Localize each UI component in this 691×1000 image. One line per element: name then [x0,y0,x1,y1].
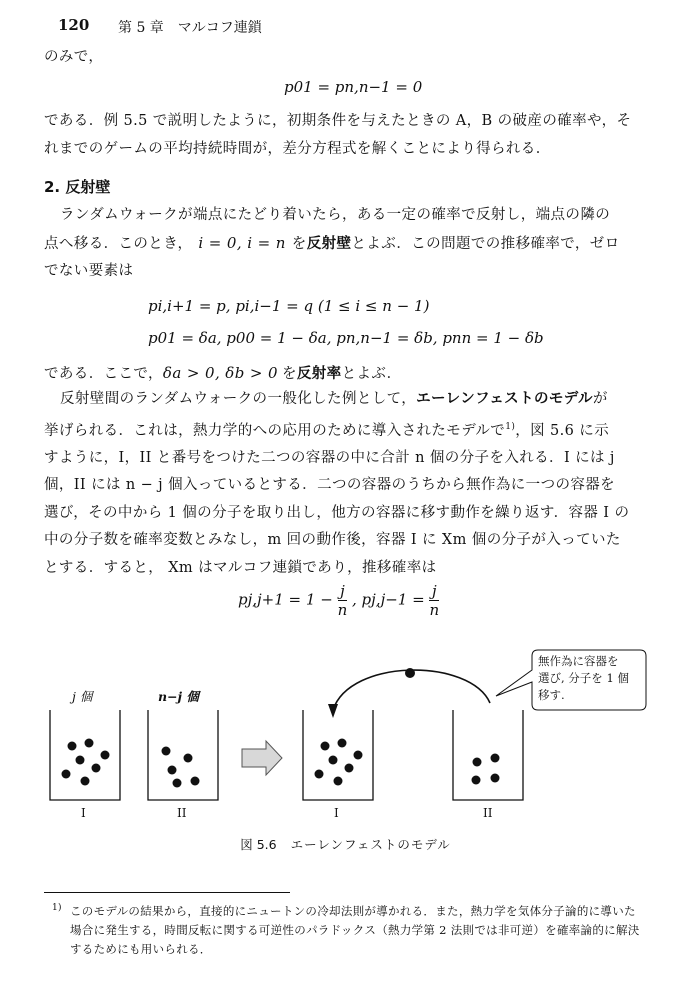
text-span: を [291,235,307,252]
text-span: 反射壁間のランダムウォークの一般化した例として， [60,391,417,407]
paragraph-1-line: である．例 5.5 で説明したように，初期条件を与えたときの A，B の破産の確率や，そ [44,113,632,129]
paragraph-2-line [44,230,664,259]
label-container-II-left: II [177,806,187,820]
molecule [321,742,330,751]
text-span: とよぶ． [341,366,402,382]
moving-molecule [405,668,415,678]
caption-text: エーレンフェストのモデル [290,837,451,852]
molecule [491,754,500,763]
paragraph-4-line [44,414,668,445]
footnote-rule [44,892,290,893]
arrowhead-icon [328,704,338,718]
math-span: δa > 0, δb > 0 [162,364,278,382]
text-span: 点へ移る．このとき， [44,235,193,252]
label-j-count: j 個 [72,689,93,704]
equation-1-text: p01 = pn,n−1 = 0 [284,78,423,96]
caption-number: 図 5.6 [240,837,277,852]
figure-caption [0,835,691,853]
label-container-I-left: I [81,806,86,820]
fraction-numerator: j [429,582,439,601]
label-container-I-right: I [334,806,339,820]
term-reflection-rate: 反射率 [296,366,342,382]
molecule [162,747,171,756]
molecule [191,777,200,786]
callout-line: 無作為に容器を [538,654,619,668]
term-ehrenfest-model: エーレンフェストのモデル [416,391,593,407]
fraction-numerator: j [338,582,348,601]
molecule [473,758,482,767]
molecule [315,770,324,779]
molecule [184,754,193,763]
intro-line: のみで， [44,49,104,65]
molecule [329,756,338,765]
molecules-right-I [315,739,363,786]
paragraph-2-line: ランダムウォークが端点にたどり着いたら，ある一定の確率で反射し，端点の隣の [60,207,611,223]
molecule [491,774,500,783]
paragraph-4-line: 個，II には n − j 個入っているとする．二つの容器のうちから無作為に一つの容器を [44,477,616,494]
container-left-II [148,710,218,800]
equation-3 [238,582,439,619]
equation-3-mid: , pj,j−1 = [352,590,425,609]
footnote-line [52,902,672,921]
equation-2-line: p01 = δa, p00 = 1 − δa, pn,n−1 = δb, pnn = 1 − δb [148,329,544,347]
paragraph-2 [44,202,664,286]
section-heading: 2. 反射壁 [44,178,111,196]
paragraph-2-line: でない要素は [44,263,134,279]
paragraph-4 [44,386,668,582]
text-span: 挙げられる．これは，熱力学的への応用のために導入されたモデルで [44,422,506,439]
paragraph-1-line: れまでのゲームの平均持続時間が，差分方程式を解くことにより得られる． [44,140,551,157]
page-number: 120 [58,16,90,34]
molecule [345,764,354,773]
molecules-left-II [162,747,200,788]
fraction [338,582,348,619]
text-span: が [592,391,608,407]
figure-5-6 [0,640,691,850]
text-span: ，図 5.6 に示 [515,422,610,439]
math-span: i = 0, i = n [198,233,286,252]
equation-1 [284,78,422,96]
molecule [92,764,101,773]
paragraph-4-line: 選び，その中から 1 個の分子を取り出し，他方の容器に移す動作を繰り返す．容器 I の [44,504,630,521]
fraction [429,582,439,619]
paragraph-1 [44,108,656,163]
footnote-text: このモデルの結果から，直接的にニュートンの冷却法則が導かれる．また，熱力学を気体分子論的に導いた [70,904,636,918]
paragraph-4-line: すように，I，II と番号をつけた二つの容器の中に合計 n 個の分子を入れる．I には j [44,449,615,466]
molecule [338,739,347,748]
molecule [334,777,343,786]
container-right-II [453,710,523,800]
equation-3-left: pj,j+1 = 1 − [238,590,333,609]
molecule [62,770,71,779]
paragraph-3 [44,360,664,389]
callout-line: 選び, 分子を 1 個 [538,671,629,685]
molecules-left-I [62,739,110,786]
molecule [68,742,77,751]
fraction-denominator: n [429,601,440,619]
text-span: を [281,366,297,382]
molecule [472,776,481,785]
running-header: 第 5 章 マルコフ連鎖 [118,20,262,36]
callout-line: 移す. [538,688,565,702]
footnote-marker: 1) [52,903,62,913]
footnote [52,902,672,959]
footnote-line: するためにも用いられる． [70,942,212,956]
transition-arrow-icon [242,741,282,775]
term-reflecting-wall: 反射壁 [306,235,352,252]
molecule [76,756,85,765]
label-n-minus-j-count: n−j 個 [158,689,199,704]
molecule [168,766,177,775]
text-span: である．ここで， [44,366,163,382]
footnote-ref: 1) [505,421,516,432]
molecule [85,739,94,748]
paragraph-4-line [44,386,668,414]
label-container-II-right: II [483,806,493,820]
equation-2-line: pi,i+1 = p, pi,i−1 = q (1 ≤ i ≤ n − 1) [148,297,430,315]
molecule [354,751,363,760]
footnote-line: 場合に発生する，時間反転に関する可逆性のパラドックス（熱力学第 2 法則では非可逆）を確率論的に解決 [70,923,640,937]
molecule [101,751,110,760]
text-span: とよぶ．この問題での推移確率で，ゼロ [351,235,620,252]
molecules-right-II [472,754,500,785]
molecule [173,779,182,788]
paragraph-4-line: 中の分子数を確率変数とみなし，m 回の動作後，容器 I に Xm 個の分子が入っていた [44,532,621,549]
fraction-denominator: n [337,601,348,619]
molecule [81,777,90,786]
equation-2 [148,290,544,354]
callout-text [538,653,644,704]
paragraph-4-line: とする．すると， Xm はマルコフ連鎖であり，推移確率は [44,559,437,576]
